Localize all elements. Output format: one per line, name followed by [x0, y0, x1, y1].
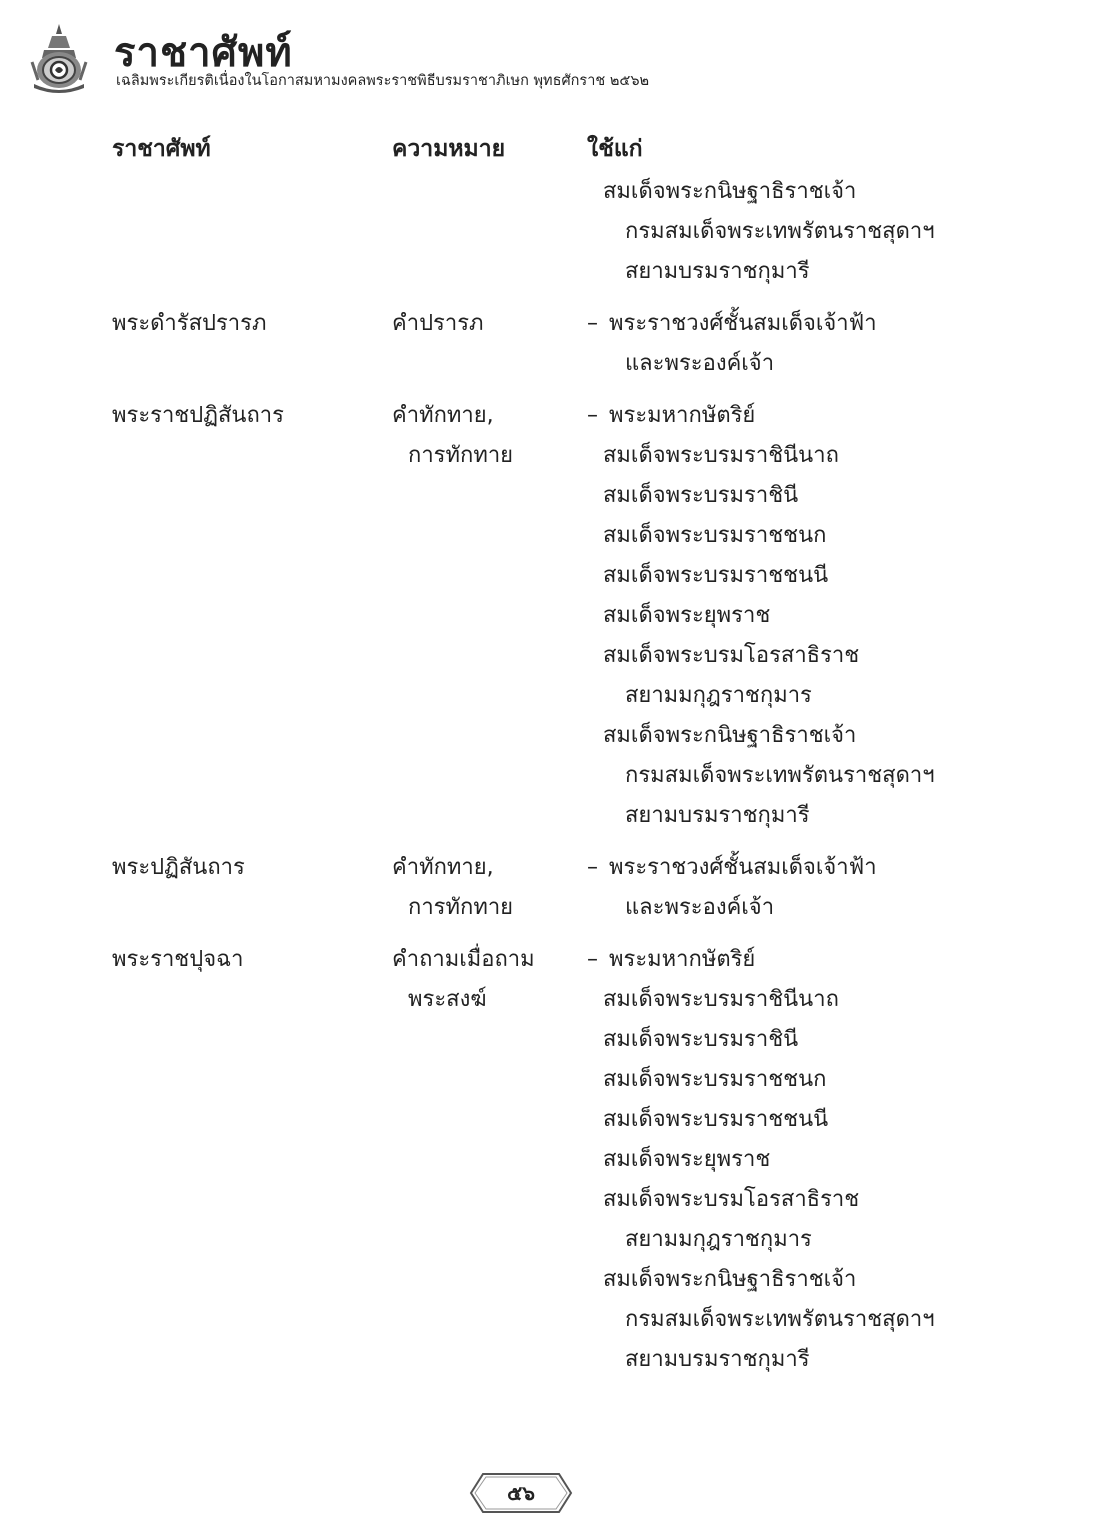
- applies-item: สยามบรมราชกุมารี: [625, 259, 810, 284]
- meaning-line: การทักทาย: [408, 895, 514, 920]
- applies-item: สมเด็จพระบรมราชชนนี: [603, 563, 829, 588]
- applies-item: สยามมกุฎราชกุมาร: [625, 683, 812, 708]
- applies-item: สมเด็จพระยุพราช: [603, 603, 771, 628]
- term: พระดำรัสปรารภ: [112, 311, 267, 336]
- applies-item: สยามบรมราชกุมารี: [625, 1347, 810, 1372]
- applies-item: กรมสมเด็จพระเทพรัตนราชสุดาฯ: [625, 763, 935, 788]
- continuation-row: [112, 172, 1012, 292]
- meaning-line: การทักทาย: [408, 443, 514, 468]
- applies-item: สมเด็จพระยุพราช: [603, 1147, 771, 1172]
- applies-item: กรมสมเด็จพระเทพรัตนราชสุดาฯ: [625, 219, 935, 244]
- applies-item: สมเด็จพระบรมราชชนก: [603, 1067, 827, 1092]
- applies-item: พระราชวงศ์ชั้นสมเด็จเจ้าฟ้า: [609, 311, 877, 336]
- meaning-line: พระสงฆ์: [408, 987, 487, 1012]
- applies-item: สยามบรมราชกุมารี: [625, 803, 810, 828]
- applies-list: [587, 396, 1012, 836]
- vocabulary-table: [112, 130, 1012, 1392]
- term: พระราชปุจฉา: [112, 947, 244, 972]
- page-number: ๕๖: [507, 1481, 535, 1505]
- applies-item: สมเด็จพระบรมราชินีนาถ: [603, 987, 839, 1012]
- table-row: [112, 396, 1012, 836]
- applies-list: [587, 304, 1012, 384]
- applies-list: [587, 172, 1012, 292]
- meaning-line: คำถามเมื่อถาม: [392, 947, 535, 972]
- applies-item: และพระองค์เจ้า: [625, 351, 775, 376]
- table-row: [112, 940, 1012, 1380]
- column-header-meaning: ความหมาย: [392, 136, 506, 162]
- table-row: [112, 304, 1012, 384]
- applies-item: พระมหากษัตริย์: [609, 947, 756, 972]
- dash-marker: –: [587, 403, 598, 428]
- applies-item: และพระองค์เจ้า: [625, 895, 775, 920]
- column-header-applies-to: ใช้แก่: [587, 136, 643, 162]
- applies-item: สมเด็จพระบรมราชินี: [603, 1027, 799, 1052]
- meaning: [392, 848, 587, 928]
- term: พระปฏิสันถาร: [112, 855, 245, 880]
- dash-marker: –: [587, 947, 598, 972]
- column-header-term: ราชาศัพท์: [112, 136, 211, 162]
- meaning: [392, 396, 587, 836]
- applies-item: สมเด็จพระกนิษฐาธิราชเจ้า: [603, 179, 857, 204]
- applies-item: สมเด็จพระบรมโอรสาธิราช: [603, 643, 860, 668]
- applies-item: กรมสมเด็จพระเทพรัตนราชสุดาฯ: [625, 1307, 935, 1332]
- royal-emblem-icon: [28, 22, 90, 94]
- table-row: [112, 848, 1012, 928]
- applies-item: สมเด็จพระบรมราชินี: [603, 483, 799, 508]
- column-headers: [112, 130, 1012, 172]
- page-header: [28, 22, 1068, 94]
- meaning-line: คำปรารภ: [392, 311, 484, 336]
- applies-item: สมเด็จพระบรมราชชนนี: [603, 1107, 829, 1132]
- meaning: [392, 304, 587, 384]
- applies-item: สมเด็จพระกนิษฐาธิราชเจ้า: [603, 723, 857, 748]
- page-number-badge: [469, 1472, 573, 1514]
- applies-item: สมเด็จพระบรมราชชนก: [603, 523, 827, 548]
- applies-item: พระมหากษัตริย์: [609, 403, 756, 428]
- term: พระราชปฏิสันถาร: [112, 403, 284, 428]
- applies-item: สมเด็จพระบรมโอรสาธิราช: [603, 1187, 860, 1212]
- applies-item: สยามมกุฎราชกุมาร: [625, 1227, 812, 1252]
- applies-item: สมเด็จพระบรมราชินีนาถ: [603, 443, 839, 468]
- dash-marker: –: [587, 855, 598, 880]
- dash-marker: –: [587, 311, 598, 336]
- meaning: [392, 940, 587, 1380]
- page-title: ราชาศัพท์: [114, 29, 293, 76]
- applies-item: สมเด็จพระกนิษฐาธิราชเจ้า: [603, 1267, 857, 1292]
- applies-list: [587, 940, 1012, 1380]
- applies-list: [587, 848, 1012, 928]
- meaning-line: คำทักทาย,: [392, 855, 494, 880]
- applies-item: พระราชวงศ์ชั้นสมเด็จเจ้าฟ้า: [609, 855, 877, 880]
- page-subtitle: เฉลิมพระเกียรติเนื่องในโอกาสมหามงคลพระราชพิธีบรมราชาภิเษก พุทธศักราช ๒๕๖๒: [116, 73, 650, 89]
- meaning-line: คำทักทาย,: [392, 403, 494, 428]
